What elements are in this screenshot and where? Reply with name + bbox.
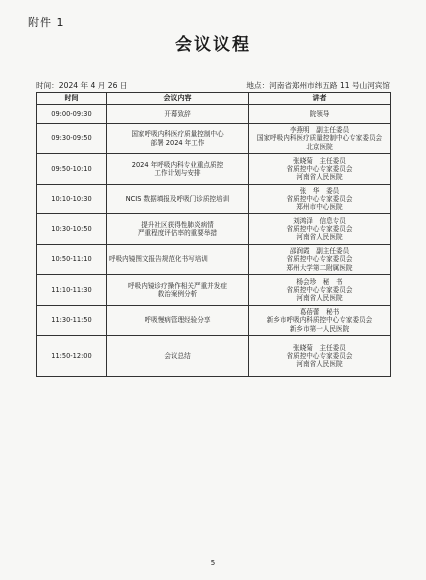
agenda-time: 11:10-11:30 [37, 275, 107, 306]
agenda-content [107, 105, 249, 124]
page-title: 会议议程 [175, 35, 251, 55]
agenda-content-line: 2024 年呼吸内科专业重点质控 [131, 160, 224, 169]
agenda-speaker-line: 省质控中心专家委员会 [286, 224, 353, 233]
agenda-content-line: 呼吸内镜图文报告规范化书写培训 [109, 255, 208, 264]
agenda-speaker-line: 新乡市第一人民医院 [289, 324, 350, 333]
agenda-speaker [249, 336, 391, 377]
agenda-speaker-line: 院领导 [309, 109, 330, 118]
agenda-row [37, 306, 391, 336]
agenda-time: 11:30-11:50 [37, 306, 107, 336]
agenda-speaker [249, 245, 391, 275]
agenda-speaker [249, 105, 391, 124]
agenda-speaker [249, 275, 391, 306]
agenda-time: 11:50-12:00 [37, 336, 107, 377]
header-content: 会议内容 [107, 93, 249, 105]
page-number: 5 [210, 559, 216, 567]
agenda-content [107, 185, 249, 214]
agenda-time: 09:50-10:10 [37, 154, 107, 185]
agenda-speaker-line: 国家呼吸内科医疗质量控制中心专家委员会 [256, 134, 383, 143]
agenda-speaker-line: 杨会珍 秘 书 [296, 277, 343, 286]
agenda-content-line: 国家呼吸内科医疗质量控制中心 [131, 130, 224, 139]
agenda-content-line: 呼吸内镜诊疗操作相关严重并发症 [128, 281, 227, 290]
agenda-time: 10:10-10:30 [37, 185, 107, 214]
agenda-time: 10:30-10:50 [37, 214, 107, 245]
agenda-speaker-line: 省质控中心专家委员会 [286, 351, 353, 360]
agenda-content-line: 工作计划与安排 [154, 169, 201, 177]
agenda-content-line: 部署 2024 年工作 [150, 138, 205, 147]
agenda-speaker-line: 河南省人民医院 [296, 360, 343, 369]
agenda-row [37, 154, 391, 185]
agenda-speaker-line: 北京医院 [306, 142, 333, 151]
agenda-row [37, 336, 391, 377]
agenda-content [107, 154, 249, 185]
agenda-row [37, 275, 391, 306]
agenda-speaker-line: 河南省人民医院 [296, 233, 343, 242]
agenda-speaker-line: 邵润霞 副主任委员 [289, 247, 350, 256]
agenda-speaker-line: 河南省人民医院 [296, 173, 343, 182]
agenda-content [107, 275, 249, 306]
agenda-content [107, 245, 249, 275]
agenda-content [107, 336, 249, 377]
agenda-speaker [249, 185, 391, 214]
agenda-content-line: NCIS 数据填报及呼吸门诊质控培训 [125, 194, 230, 203]
agenda-content-line: 开幕致辞 [164, 109, 191, 118]
agenda-speaker-line: 张 华 委员 [299, 186, 340, 195]
attachment-label: 附件 1 [28, 16, 65, 29]
meeting-date: 时间：2024 年 4 月 26 日 [36, 81, 128, 90]
header-time: 时间 [37, 93, 107, 105]
agenda-row [37, 245, 391, 275]
agenda-speaker-line: 张晓菊 主任委员 [293, 343, 346, 352]
agenda-speaker-line: 郑州大学第二附属医院 [286, 263, 353, 272]
agenda-speaker [249, 154, 391, 185]
agenda-speaker-line: 李燕明 副主任委员 [289, 126, 350, 135]
agenda-speaker [249, 306, 391, 336]
agenda-content-line: 会议总结 [164, 351, 191, 360]
agenda-content-line: 严重程度评估率的重要举措 [137, 229, 218, 237]
agenda-speaker-line: 河南省人民医院 [296, 294, 343, 303]
agenda-row [37, 105, 391, 124]
agenda-speaker-line: 省质控中心专家委员会 [286, 285, 353, 294]
agenda-time: 09:30-09:50 [37, 124, 107, 154]
agenda-speaker-line: 省质控中心专家委员会 [286, 255, 353, 264]
agenda-speaker-line: 葛蓓蕾 秘书 [299, 308, 340, 317]
meeting-meta [36, 80, 390, 91]
agenda-body [37, 105, 391, 377]
agenda-row [37, 185, 391, 214]
agenda-time: 09:00-09:30 [37, 105, 107, 124]
agenda-content-line: 救治案例分析 [157, 290, 198, 298]
meeting-location: 地点：河南省郑州市纬五路 11 号山河宾馆 [246, 81, 390, 90]
agenda-speaker [249, 214, 391, 245]
agenda-content-line: 提升社区获得性肺炎病情 [141, 220, 214, 229]
agenda-row [37, 124, 391, 154]
agenda-header-row [37, 93, 391, 105]
agenda-time: 10:50-11:10 [37, 245, 107, 275]
agenda-content [107, 214, 249, 245]
agenda-speaker-line: 张晓菊 主任委员 [293, 156, 346, 165]
agenda-speaker-line: 新乡市呼吸内科质控中心专家委员会 [266, 316, 373, 325]
agenda-content [107, 306, 249, 336]
agenda-table [36, 92, 391, 377]
agenda-speaker-line: 刘鸿泽 信息专员 [293, 216, 346, 225]
header-speaker: 讲者 [249, 93, 391, 105]
agenda-content-line: 呼吸慢病管理经验分享 [144, 316, 211, 325]
agenda-speaker-line: 省质控中心专家委员会 [286, 194, 353, 203]
agenda-row [37, 214, 391, 245]
agenda-speaker-line: 省质控中心专家委员会 [286, 164, 353, 173]
agenda-content [107, 124, 249, 154]
agenda-speaker-line: 郑州市中心医院 [296, 203, 343, 212]
agenda-speaker [249, 124, 391, 154]
